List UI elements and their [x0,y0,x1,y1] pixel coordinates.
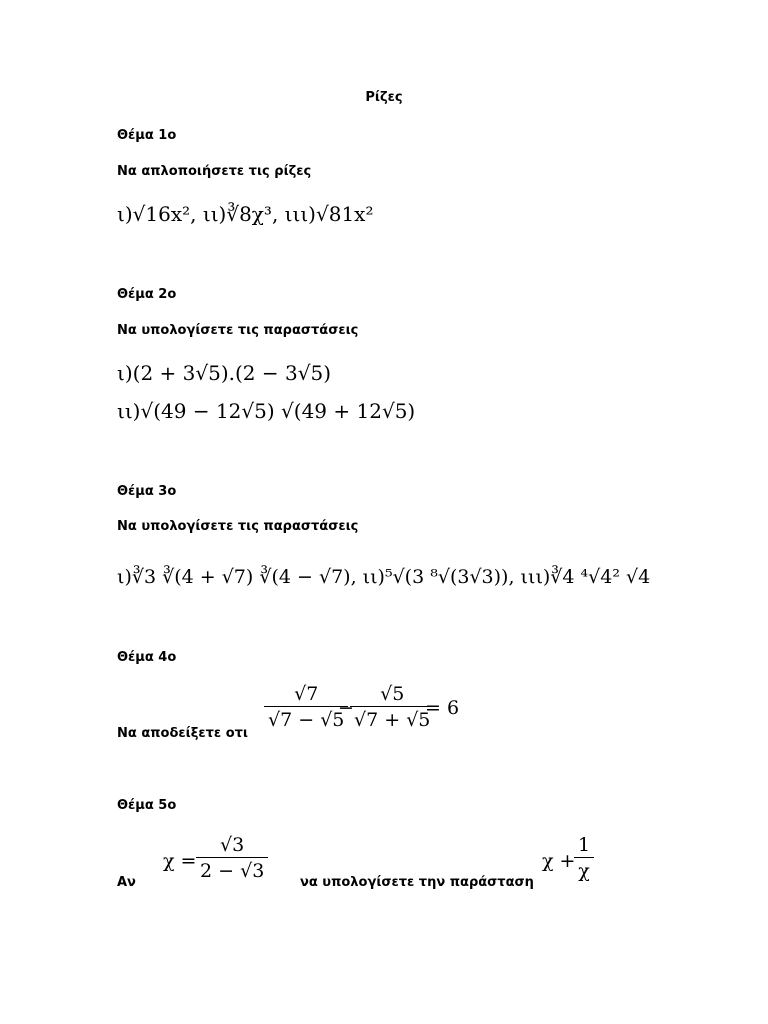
topic-5-target-lhs: χ + [542,850,576,872]
topic-1-heading: Θέμα 1ο [117,128,177,143]
topic-4-minus: − [338,697,354,719]
topic-4-fraction-1 [264,683,348,731]
fraction-denominator: √7 + √5 [354,709,431,731]
fraction-numerator: 1 [574,834,594,858]
topic-5-target-fraction [574,834,594,882]
topic-2-expression-ii: ιι)√(49 − 12√5) √(49 + 12√5) [117,399,416,423]
topic-2-expression-i: ι)(2 + 3√5).(2 − 3√5) [117,361,331,385]
topic-2-prompt: Να υπολογίσετε τις παραστάσεις [117,323,359,338]
topic-5-x-fraction [196,834,268,882]
fraction-numerator: √7 [264,683,348,707]
topic-3-expression: ι)∛3 ∛(4 + √7) ∛(4 − √7), ιι)⁵√(3 ⁸√(3√3)), ιιι)∛4 ⁴√4² √4 [117,566,651,588]
topic-3-heading: Θέμα 3ο [117,484,177,499]
topic-1-prompt: Να απλοποιήσετε τις ρίζες [117,164,312,179]
topic-3-prompt: Να υπολογίσετε τις παραστάσεις [117,519,359,534]
page-title: Ρίζες [365,90,403,105]
topic-5-prompt-start: Αν [117,875,136,890]
fraction-numerator: √3 [196,834,268,858]
topic-5-heading: Θέμα 5ο [117,798,177,813]
topic-1-expression: ι)√16x², ιι)∛8χ³, ιιι)√81x² [117,202,374,226]
fraction-denominator: √7 − √5 [268,709,345,731]
topic-4-rhs: = 6 [425,697,460,719]
topic-4-prompt: Να αποδείξετε οτι [117,726,248,741]
fraction-denominator: χ [578,860,590,882]
topic-4-fraction-2 [350,683,434,731]
topic-5-prompt-mid: να υπολογίσετε την παράσταση [300,875,534,890]
topic-4-heading: Θέμα 4ο [117,650,177,665]
fraction-numerator: √5 [350,683,434,707]
topic-5-x-lhs: χ = [163,850,197,872]
topic-2-heading: Θέμα 2ο [117,287,177,302]
fraction-denominator: 2 − √3 [200,860,265,882]
